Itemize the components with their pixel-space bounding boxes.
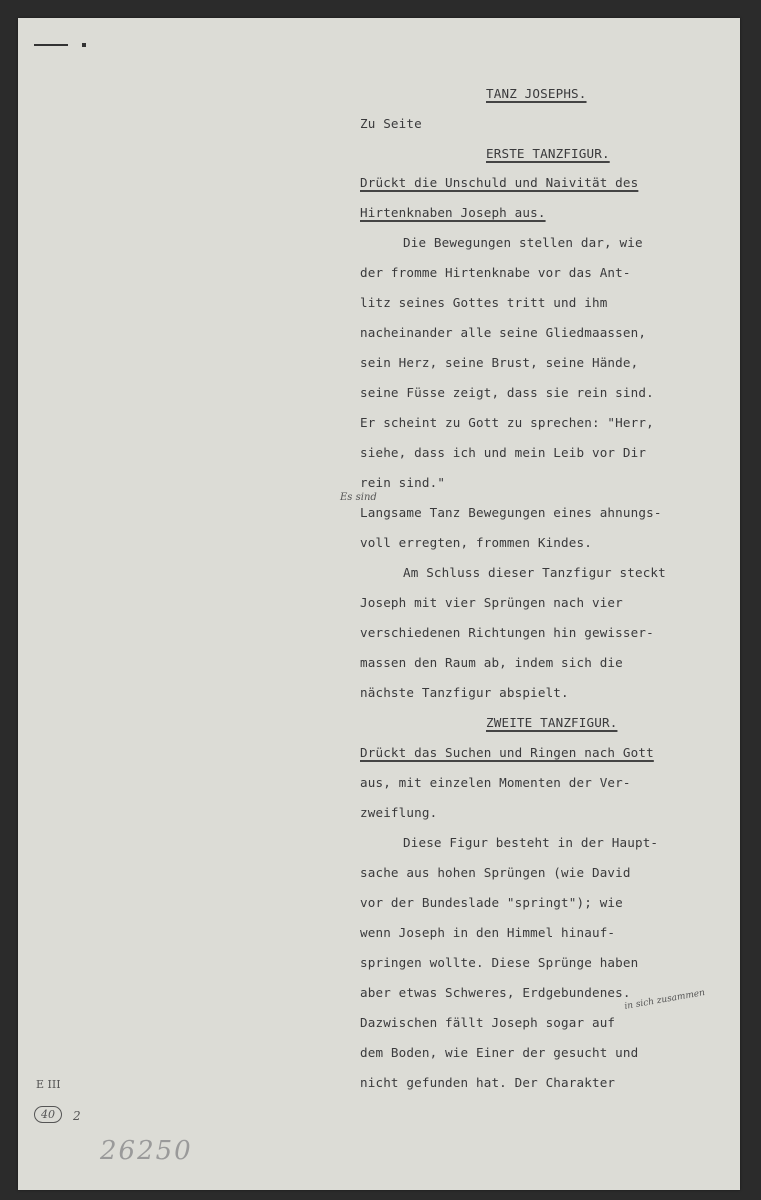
text-line: siehe, dass ich und mein Leib vor Dir: [360, 445, 647, 460]
text-line: Hirtenknaben Joseph aus.: [360, 205, 546, 220]
handwritten-note: in sich zusammen: [623, 988, 706, 1012]
text-line: nacheinander alle seine Gliedmaassen,: [360, 325, 647, 340]
text-line: dem Boden, wie Einer der gesucht und: [360, 1045, 639, 1060]
text-line: Dazwischen fällt Joseph sogar auf: [360, 1015, 616, 1030]
text-line: Joseph mit vier Sprüngen nach vier: [360, 595, 623, 610]
text-line: Drückt die Unschuld und Naivität des: [360, 175, 639, 190]
page-suffix: 2: [73, 1109, 81, 1123]
section-heading: ZWEITE TANZFIGUR.: [486, 715, 618, 730]
handwritten-note: Es sind: [340, 492, 377, 503]
archive-number: 26250: [100, 1136, 193, 1166]
text-line: aber etwas Schweres, Erdgebundenes.: [360, 985, 631, 1000]
text-line: Die Bewegungen stellen dar, wie: [403, 235, 643, 250]
text-line: Er scheint zu Gott zu sprechen: "Herr,: [360, 415, 654, 430]
text-line: Langsame Tanz Bewegungen eines ahnungs-: [360, 505, 662, 520]
text-line: voll erregten, frommen Kindes.: [360, 535, 592, 550]
document-title: TANZ JOSEPHS.: [486, 86, 587, 101]
text-line: wenn Joseph in den Himmel hinauf-: [360, 925, 616, 940]
staple-mark: [34, 44, 68, 46]
text-line: litz seines Gottes tritt und ihm: [360, 295, 608, 310]
text-line: nächste Tanzfigur abspielt.: [360, 685, 569, 700]
text-line: massen den Raum ab, indem sich die: [360, 655, 623, 670]
circled-page-number: 40: [34, 1106, 62, 1123]
text-line: Diese Figur besteht in der Haupt-: [403, 835, 659, 850]
text-line: verschiedenen Richtungen hin gewisser-: [360, 625, 654, 640]
text-line: der fromme Hirtenknabe vor das Ant-: [360, 265, 631, 280]
text-line: aus, mit einzelen Momenten der Ver-: [360, 775, 631, 790]
text-line: nicht gefunden hat. Der Charakter: [360, 1075, 616, 1090]
document-page: [18, 18, 740, 1190]
text-line: Zu Seite: [360, 116, 422, 131]
text-line: sache aus hohen Sprüngen (wie David: [360, 865, 631, 880]
text-line: Am Schluss dieser Tanzfigur steckt: [403, 565, 666, 580]
text-line: Drückt das Suchen und Ringen nach Gott: [360, 745, 654, 760]
text-line: rein sind.": [360, 475, 446, 490]
text-line: zweiflung.: [360, 805, 438, 820]
section-heading: ERSTE TANZFIGUR.: [486, 146, 610, 161]
text-line: vor der Bundeslade "springt"); wie: [360, 895, 623, 910]
staple-mark-dot: [82, 43, 86, 47]
archive-mark: E III: [36, 1078, 61, 1091]
text-line: sein Herz, seine Brust, seine Hände,: [360, 355, 639, 370]
text-line: springen wollte. Diese Sprünge haben: [360, 955, 639, 970]
text-line: seine Füsse zeigt, dass sie rein sind.: [360, 385, 654, 400]
